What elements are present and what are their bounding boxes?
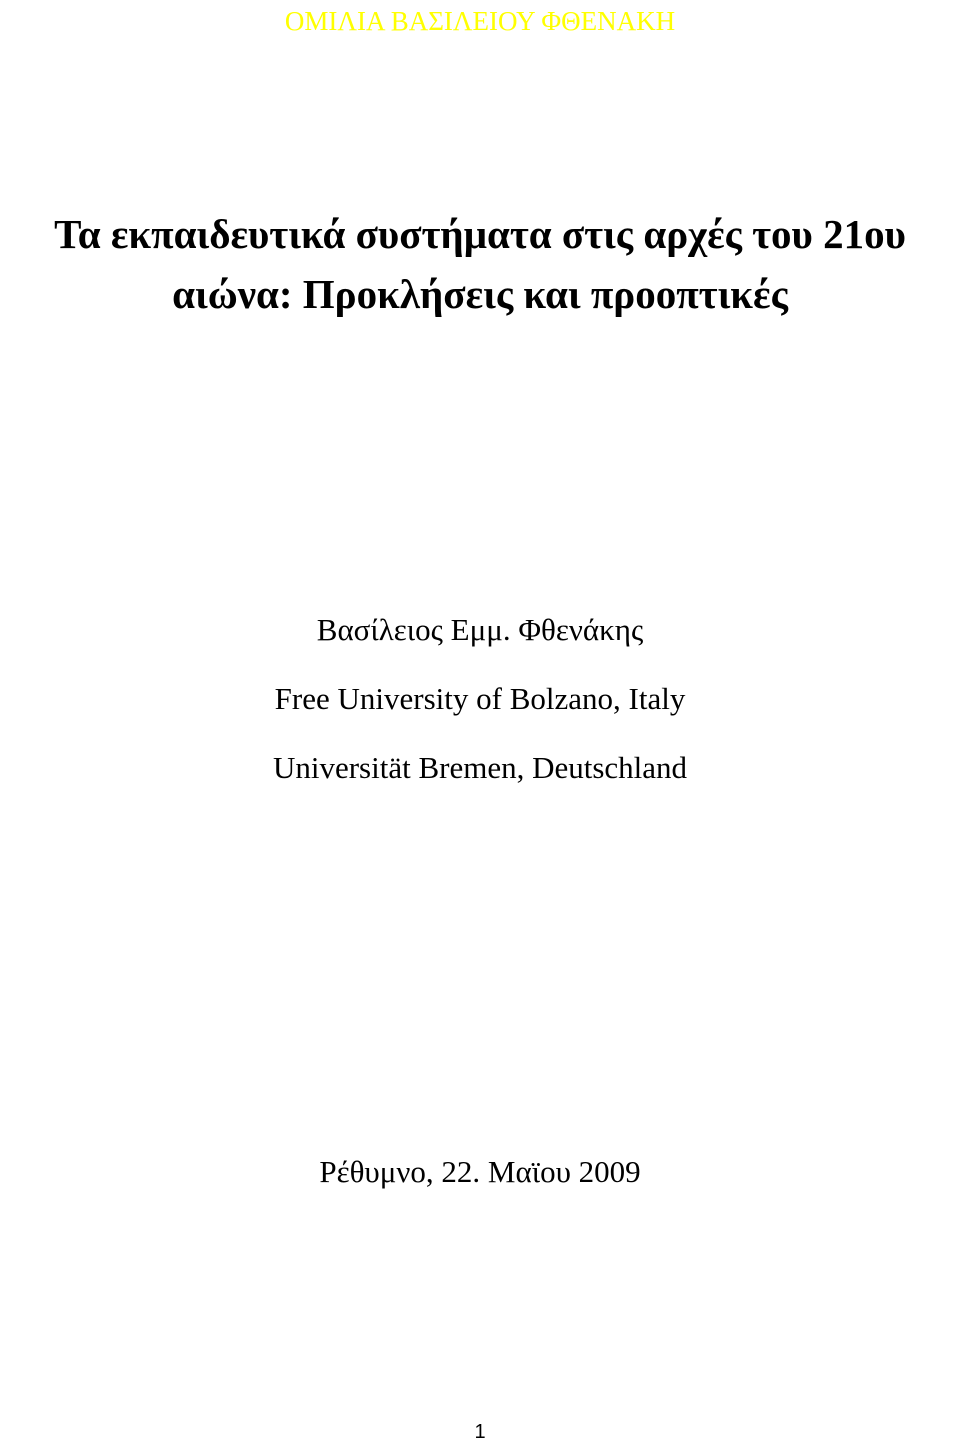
speech-header: ΟΜΙΛΙΑ ΒΑΣΙΛΕΙΟΥ ΦΘΕΝΑΚΗ <box>284 6 676 36</box>
affiliation-1: Free University of Bolzano, Italy <box>274 681 686 716</box>
place-date: Ρέθυμνο, 22. Μαϊου 2009 <box>319 1154 641 1189</box>
affiliation-2: Universität Bremen, Deutschland <box>272 750 688 785</box>
author-block <box>0 612 960 785</box>
title-line-1: Τα εκπαιδευτικά συστήματα στις αρχές του 21ου <box>54 211 906 257</box>
page-number: 1 <box>474 1421 486 1443</box>
document-title <box>0 204 960 324</box>
title-line-2: αιώνα: Προκλήσεις και προοπτικές <box>172 271 788 317</box>
author-name: Βασίλειος Εμμ. Φθενάκης <box>316 612 644 647</box>
